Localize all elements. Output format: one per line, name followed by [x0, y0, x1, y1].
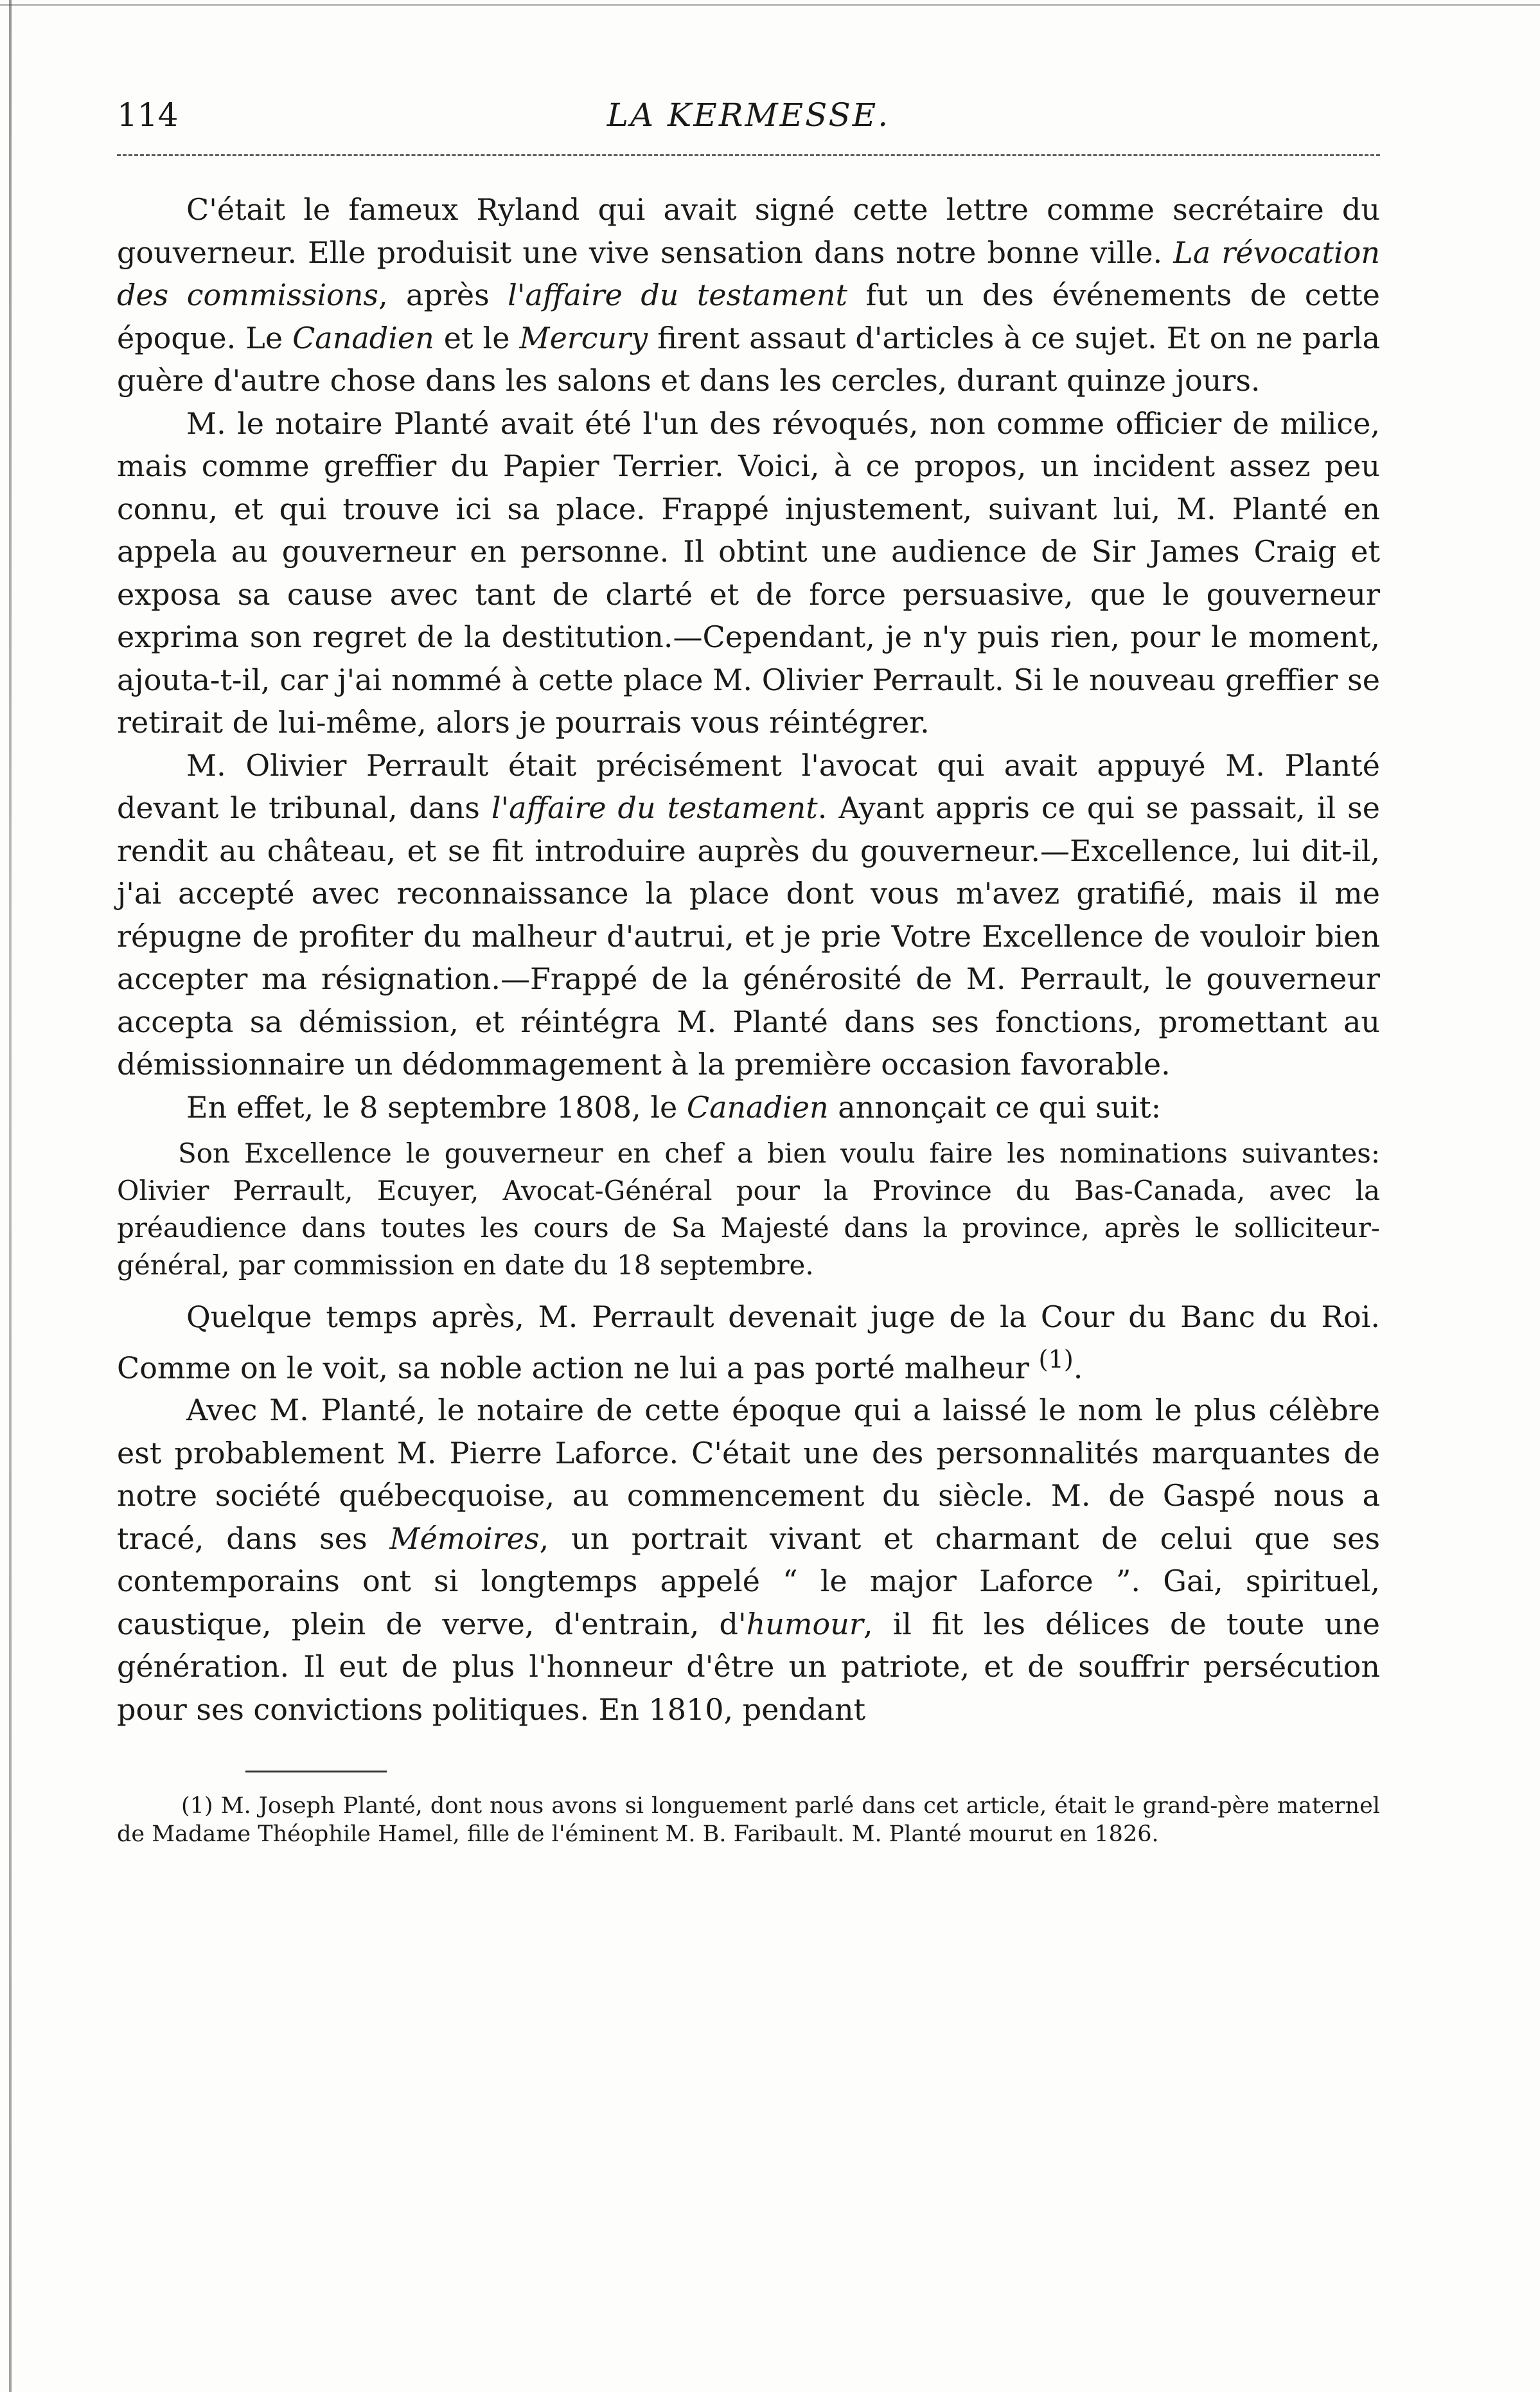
newspaper-name: Mercury — [519, 320, 648, 355]
scan-edge-top — [0, 4, 1540, 6]
italic-title: Mémoires — [389, 1521, 540, 1556]
italic-title: l'affaire du testament — [508, 278, 848, 312]
body-text — [117, 188, 1380, 1731]
paragraph-4: En effet, le 8 septembre 1808, le Canadien annonçait ce qui suit: — [186, 1089, 1162, 1125]
page-number: 114 — [117, 96, 179, 134]
paragraph-2: M. le notaire Planté avait été l'un des révoqués, non comme officier de milice, mais comme greffier du Papier Terrier. Voici, à ce propos, un incident assez peu connu, et qui trouve ici sa place. Frappé injustement, suivant lui, M. Planté en appela au gouverneur en personne. Il obtint une audience de Sir James Craig et exposa sa cause avec tant de clarté et de force persuasive, que le gouverneur exprima son regret de la destitution.—Cependant, je n'y puis rien, pour le moment, ajouta-t-il, car j'ai nommé à cette place M. Olivier Perrault. Si le nouveau greffier se retirait de lui-même, alors je pourrais vous réintégrer. — [117, 406, 1380, 740]
header-rule — [117, 154, 1380, 156]
book-page — [117, 84, 1380, 1848]
footnote: (1) M. Joseph Planté, dont nous avons si longuement parlé dans cet article, était le grand-père maternel de Madame Théophile Hamel, fille de l'éminent M. B. Faribault. M. Planté mourut en 1826. — [117, 1793, 1380, 1848]
paragraph-3: M. Olivier Perrault était précisément l'avocat qui avait appuyé M. Planté devant le tribunal, dans l'affaire du testament. Ayant appris ce qui se passait, il se rendit au château, et se fit introduire auprès du gouverneur.—Excellence, lui dit-il, j'ai accepté avec reconnaissance la place dont vous m'avez gratifié, mais il me répugne de profiter du malheur d'autrui, et je prie Votre Excellence de vouloir bien accepter ma résignation.—Frappé de la générosité de M. Perrault, le gouverneur accepta sa démission, et réintégra M. Planté dans ses fonctions, promettant au démissionnaire un dédommagement à la première occasion favorable. — [117, 747, 1380, 1082]
running-title: LA KERMESSE. — [606, 96, 890, 134]
block-quote: Son Excellence le gouverneur en chef a bien voulu faire les nominations suivantes: Olivier Perrault, Ecuyer, Avocat-Général pour la Province du Bas-Canada, avec la préaudience dans toutes les cours de Sa Majesté dans la province, après le solliciteur-général, par commission en date du 18 septembre. — [117, 1138, 1380, 1281]
footnote-reference: (1) — [1038, 1344, 1074, 1374]
paragraph-1: C'était le fameux Ryland qui avait signé cette lettre comme secrétaire du gouverneur. Elle produisit une vive sensation dans notre bonne ville. La révocation des commissions, après l'affaire du testament fut un des événements de cette époque. Le Canadien et le Mercury firent assaut d'articles à ce sujet. Et on ne parla guère d'autre chose dans les salons et dans les cercles, durant quinze jours. — [117, 192, 1381, 398]
italic-title: l'affaire du testament — [491, 790, 818, 825]
newspaper-name: Canadien — [292, 320, 434, 355]
newspaper-name: Canadien — [686, 1089, 829, 1125]
paragraph-5: Quelque temps après, M. Perrault devenait juge de la Cour du Banc du Roi. Comme on le voit, sa noble action ne lui a pas porté malheur $^{(1)}$. — [117, 1299, 1380, 1385]
scan-edge-left — [9, 0, 12, 2392]
footnote-rule — [245, 1771, 387, 1772]
running-head — [117, 84, 1380, 141]
paragraph-6: Avec M. Planté, le notaire de cette époque qui a laissé le nom le plus célèbre est probablement M. Pierre Laforce. C'était une des personnalités marquantes de notre société québecquoise, au commencement du siècle. M. de Gaspé nous a tracé, dans ses Mémoires, un portrait vivant et charmant de celui que ses contemporains ont si longtemps appelé “ le major Laforce ”. Gai, spirituel, caustique, plein de verve, d'entrain, d'humour, il fit les délices de toute une génération. Il eut de plus l'honneur d'être un patriote, et de souffrir persécution pour ses convictions politiques. En 1810, pendant — [117, 1393, 1380, 1727]
italic-word: humour — [746, 1606, 863, 1641]
italic-title: La révocation des commissions — [117, 235, 1380, 312]
